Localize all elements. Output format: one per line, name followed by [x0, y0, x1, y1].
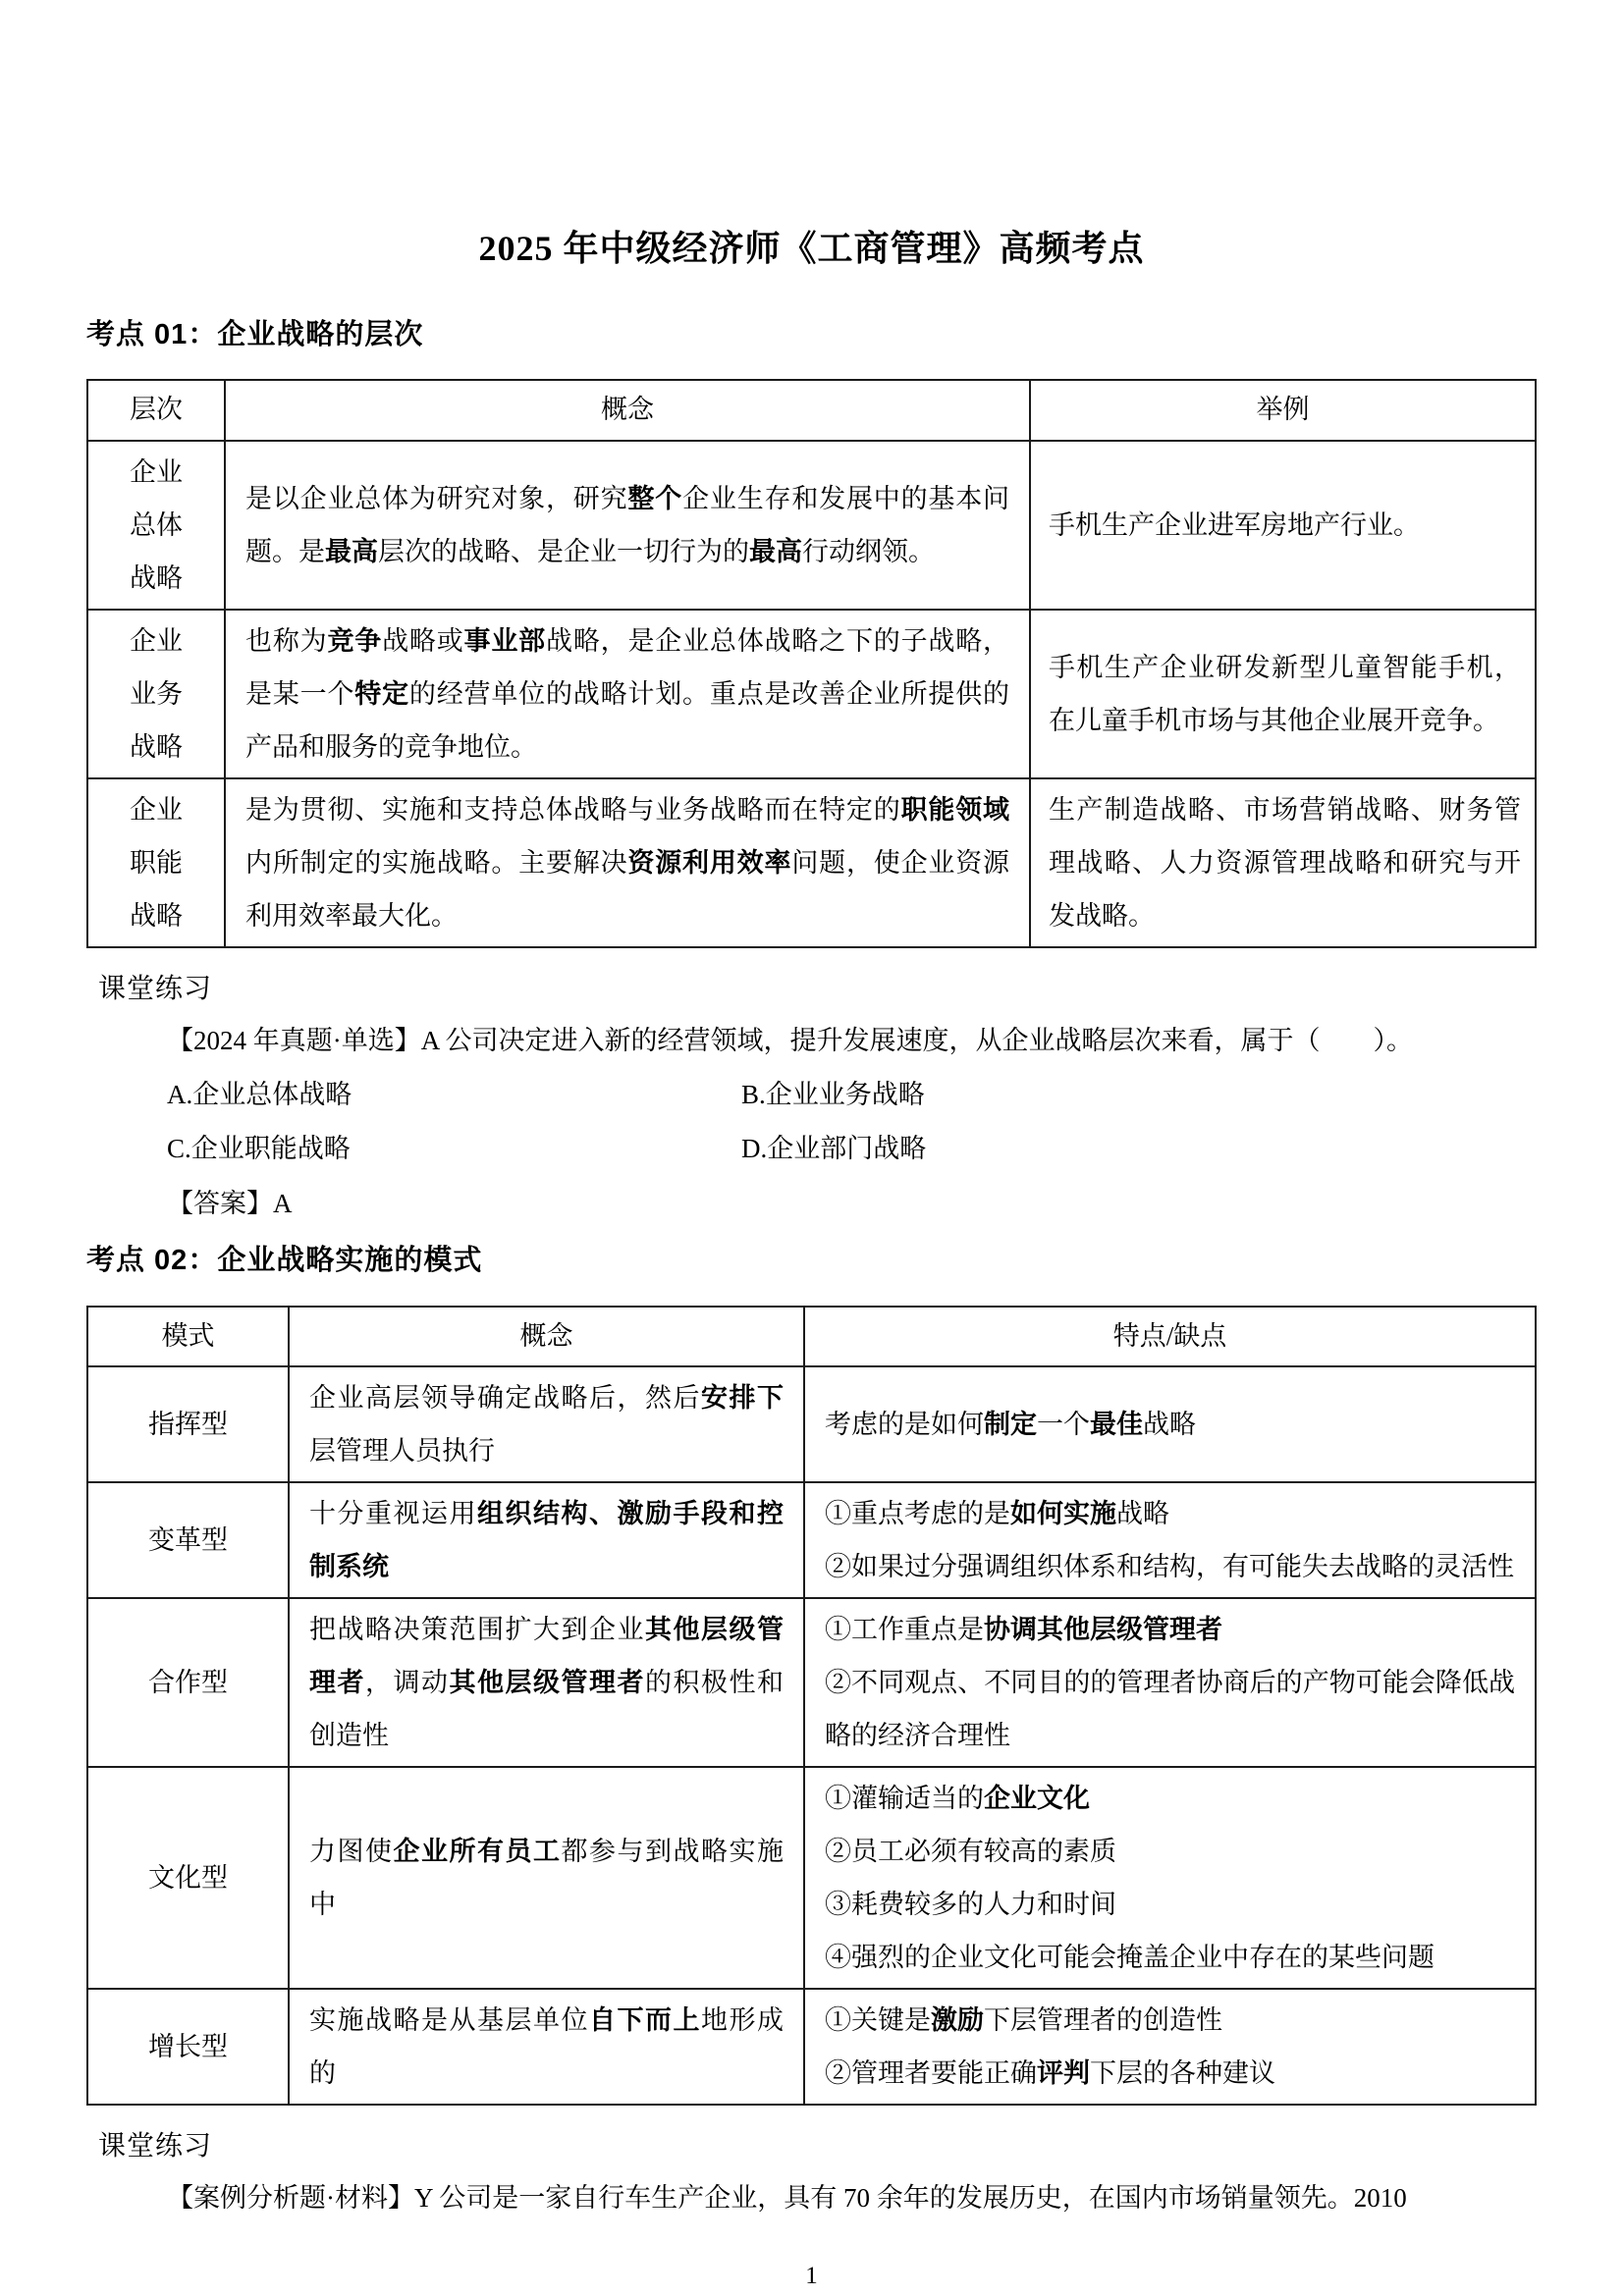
column-header-concept: 概念 — [225, 380, 1030, 440]
concept-cell: 企业高层领导确定战略后，然后安排下层管理人员执行 — [289, 1366, 804, 1482]
level-cell: 企业职能战略 — [87, 778, 225, 947]
option-c: C.企业职能战略 — [167, 1134, 351, 1164]
mode-cell: 变革型 — [87, 1482, 289, 1598]
column-header-example: 举例 — [1030, 380, 1536, 440]
features-cell: ①关键是激励下层管理者的创造性 ②管理者要能正确评判下层的各种建议 — [804, 1989, 1536, 2105]
level-cell: 企业总体战略 — [87, 441, 225, 610]
example-cell: 手机生产企业研发新型儿童智能手机，在儿童手机市场与其他企业展开竞争。 — [1030, 610, 1536, 778]
example-cell: 生产制造战略、市场营销战略、财务管理战略、人力资源管理战略和研究与开发战略。 — [1030, 778, 1536, 947]
table-row — [87, 1482, 1536, 1598]
concept-cell: 是为贯彻、实施和支持总体战略与业务战略而在特定的职能领域内所制定的实施战略。主要解决资源利用效率问题，使企业资源利用效率最大化。 — [225, 778, 1030, 947]
answer-text: 【答案】A — [167, 1188, 293, 1218]
page-title: 2025 年中级经济师《工商管理》高频考点 — [478, 229, 1145, 268]
table-row — [87, 1989, 1536, 2105]
concept-cell: 力图使企业所有员工都参与到战略实施中 — [289, 1767, 804, 1989]
column-header-mode: 模式 — [87, 1307, 289, 1366]
features-cell: 考虑的是如何制定一个最佳战略 — [804, 1366, 1536, 1482]
column-header-features: 特点/缺点 — [804, 1307, 1536, 1366]
table-row — [87, 778, 1536, 947]
table-row — [87, 1366, 1536, 1482]
question-text: 【2024 年真题·单选】A 公司决定进入新的经营领域，提升发展速度，从企业战略层次来看，属于（ ）。 — [167, 1025, 1413, 1055]
section-01-heading: 考点 01：企业战略的层次 — [86, 318, 424, 350]
features-cell: ①工作重点是协调其他层级管理者 ②不同观点、不同目的的管理者协商后的产物可能会降低战略的经济合理性 — [804, 1598, 1536, 1767]
concept-cell: 是以企业总体为研究对象，研究整个企业生存和发展中的基本问题。是最高层次的战略、是企业一切行为的最高行动纲领。 — [225, 441, 1030, 610]
practice-heading: 课堂练习 — [98, 972, 213, 1003]
concept-cell: 实施战略是从基层单位自下而上地形成的 — [289, 1989, 804, 2105]
table-row — [87, 610, 1536, 778]
column-header-concept: 概念 — [289, 1307, 804, 1366]
mode-cell: 合作型 — [87, 1598, 289, 1767]
level-cell: 企业业务战略 — [87, 610, 225, 778]
case-question-text: 【案例分析题·材料】Y 公司是一家自行车生产企业，具有 70 余年的发展历史，在国内市场销量领先。2010 — [167, 2183, 1407, 2214]
table-header-row — [87, 380, 1536, 440]
strategy-implementation-modes-table — [86, 1306, 1537, 2106]
mode-cell: 文化型 — [87, 1767, 289, 1989]
concept-cell: 把战略决策范围扩大到企业其他层级管理者，调动其他层级管理者的积极性和创造性 — [289, 1598, 804, 1767]
table-row — [87, 1767, 1536, 1989]
page-number: 1 — [805, 2263, 818, 2290]
option-a: A.企业总体战略 — [167, 1080, 352, 1110]
strategy-levels-table — [86, 379, 1537, 947]
options-row — [167, 1122, 1537, 1176]
table-row — [87, 1598, 1536, 1767]
mode-cell: 增长型 — [87, 1989, 289, 2105]
option-d: D.企业部门战略 — [741, 1134, 927, 1164]
table-header-row — [87, 1307, 1536, 1366]
mode-cell: 指挥型 — [87, 1366, 289, 1482]
option-b: B.企业业务战略 — [741, 1080, 925, 1110]
features-cell: ①灌输适当的企业文化 ②员工必须有较高的素质 ③耗费较多的人力和时间 ④强烈的企业文化可能会掩盖企业中存在的某些问题 — [804, 1767, 1536, 1989]
options-row — [167, 1068, 1537, 1122]
practice-heading: 课堂练习 — [98, 2129, 213, 2161]
concept-cell: 十分重视运用组织结构、激励手段和控制系统 — [289, 1482, 804, 1598]
features-cell: ①重点考虑的是如何实施战略 ②如果过分强调组织体系和结构，有可能失去战略的灵活性 — [804, 1482, 1536, 1598]
example-cell: 手机生产企业进军房地产行业。 — [1030, 441, 1536, 610]
column-header-level: 层次 — [87, 380, 225, 440]
table-row — [87, 441, 1536, 610]
section-02-heading: 考点 02：企业战略实施的模式 — [86, 1245, 483, 1277]
concept-cell: 也称为竞争战略或事业部战略，是企业总体战略之下的子战略，是某一个特定的经营单位的战略计划。重点是改善企业所提供的产品和服务的竞争地位。 — [225, 610, 1030, 778]
